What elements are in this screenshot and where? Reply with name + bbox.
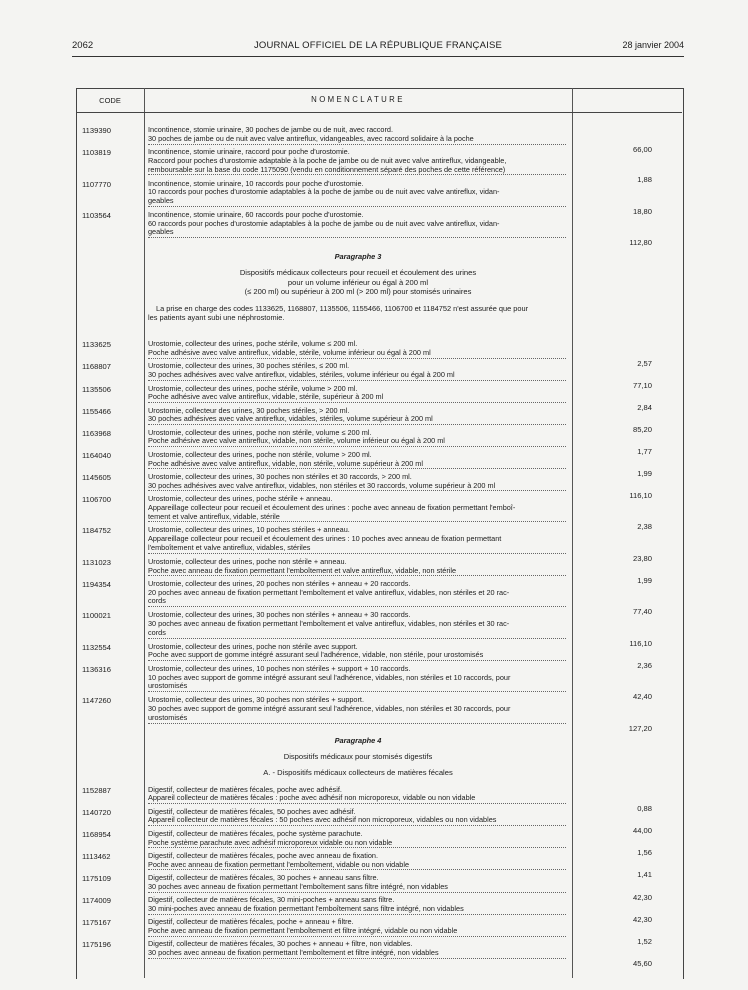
publication-date: 28 janvier 2004: [622, 40, 684, 50]
description-line: Poche adhésive avec valve antireflux, vidable, non stérile, volume inférieur ou égal à 200 ml: [148, 437, 566, 447]
product-code: 1145605: [82, 472, 111, 482]
section-note: La prise en charge des codes 1133625, 1168807, 1135506, 1155466, 1106700 et 1184752 n'est assurée que pour: [156, 304, 529, 314]
product-description: [148, 874, 566, 893]
column-divider: [572, 88, 573, 978]
code-column-header: CODE: [99, 96, 121, 105]
product-description: [148, 362, 566, 381]
description-line: Digestif, collecteur de matières fécales, poche + anneau + filtre.: [148, 918, 354, 927]
description-line: Poche avec anneau de fixation permettant l'emboîtement et valve antireflux, vidable, non stérile: [148, 567, 566, 577]
product-description: [148, 852, 566, 871]
product-code: 1155466: [82, 406, 111, 416]
description-line: Poche avec anneau de fixation permettant l'emboîtement, vidable ou non vidable: [148, 861, 566, 871]
section-subtitle: Dispositifs médicaux collecteurs pour recueil et écoulement des urines: [239, 268, 477, 278]
product-code: 1132554: [82, 642, 111, 652]
description-line: l'emboîtement et valve antireflux, vidables, stériles: [148, 544, 566, 554]
product-description: [148, 940, 566, 959]
description-line: 30 poches avec anneau de fixation permettant l'emboîtement sans filtre intégré, non vidables: [148, 883, 566, 893]
product-code: 1135506: [82, 384, 111, 394]
section-subtitle: A. - Dispositifs médicaux collecteurs de matières fécales: [263, 767, 453, 777]
product-price: 1,56: [637, 848, 652, 858]
page-number: 2062: [72, 40, 94, 51]
product-code: 1136316: [82, 664, 111, 674]
product-price: 1,77: [637, 447, 652, 457]
description-line: Digestif, collecteur de matières fécales, 30 mini-poches + anneau sans filtre.: [148, 896, 395, 905]
description-line: 30 poches de jambe ou de nuit avec valve antireflux, vidangeables, avec raccord solidaire à la poche: [148, 135, 566, 145]
header-rule: [72, 56, 684, 57]
product-description: [148, 786, 566, 805]
product-price: 23,80: [632, 553, 652, 563]
product-price: 2,36: [637, 661, 652, 671]
column-divider: [144, 88, 145, 978]
product-description: [148, 830, 566, 849]
description-line: Poche adhésive avec valve antireflux, vidable, stérile, supérieur à 200 ml: [148, 393, 566, 403]
product-price: 44,00: [632, 826, 652, 836]
product-price: 2,38: [637, 522, 652, 532]
description-line: Urostomie, collecteur des urines, poche non stérile avec support.: [148, 642, 358, 651]
product-description: [148, 696, 566, 723]
product-price: 1,52: [637, 936, 652, 946]
description-line: 30 poches adhésives avec valve antireflux, vidables, non stériles et 30 raccords, volume supérieur à 200 ml: [148, 482, 566, 492]
product-description: [148, 340, 566, 359]
product-description: [148, 526, 566, 553]
description-line: urostomisés: [148, 682, 566, 692]
product-price: 1,99: [637, 469, 652, 479]
description-line: 30 poches adhésives avec valve antireflux, vidables, stériles, volume supérieur à 200 ml: [148, 415, 566, 425]
description-line: Incontinence, stomie urinaire, 60 raccords pour poche d'urostomie.: [148, 210, 364, 219]
description-line: cords: [148, 629, 566, 639]
product-code: 1194354: [82, 579, 111, 589]
product-code: 1152887: [82, 785, 111, 795]
product-price: 2,57: [637, 358, 652, 368]
product-description: [148, 148, 566, 175]
description-line: Digestif, collecteur de matières fécales, poche système parachute.: [148, 829, 363, 838]
description-line: 30 mini-poches avec anneau de fixation permettant l'emboîtement sans filtre intégré, non vidables: [148, 905, 566, 915]
product-price: 18,80: [632, 206, 652, 216]
product-price: 112,80: [629, 238, 652, 248]
product-code: 1175167: [82, 918, 111, 928]
description-line: Raccord pour poches d'urostomie adaptable à la poche de jambe ou de nuit avec valve antireflux, vidangeable,: [148, 156, 507, 165]
description-line: Urostomie, collecteur des urines, 20 poches non stériles + anneau + 20 raccords.: [148, 579, 411, 588]
page-header: [72, 40, 684, 54]
description-line: Urostomie, collecteur des urines, 10 poches non stériles + support + 10 raccords.: [148, 664, 411, 673]
description-line: Urostomie, collecteur des urines, 30 poches non stériles et 30 raccords, > 200 ml.: [148, 472, 412, 481]
product-price: 2,84: [637, 403, 652, 413]
description-line: 30 poches avec anneau de fixation permettant l'emboîtement et filtre intégré, non vidables: [148, 949, 566, 959]
product-code: 1175196: [82, 940, 111, 950]
product-price: 1,99: [637, 576, 652, 586]
description-line: cords: [148, 597, 566, 607]
section-subtitle: (≤ 200 ml) ou supérieur à 200 ml (> 200 ml) pour stomisés urinaires: [244, 287, 472, 297]
product-code: 1164040: [82, 450, 111, 460]
product-price: 1,41: [637, 870, 652, 880]
product-description: [148, 180, 566, 207]
product-description: [148, 580, 566, 607]
product-description: [148, 808, 566, 827]
table-header: [76, 88, 682, 113]
product-description: [148, 643, 566, 662]
description-line: Digestif, collecteur de matières fécales, poche avec adhésif.: [148, 785, 342, 794]
description-line: Urostomie, collecteur des urines, poche stérile, volume > 200 ml.: [148, 384, 358, 393]
description-line: geables: [148, 197, 566, 207]
product-price: 85,20: [632, 425, 652, 435]
description-line: Appareillage collecteur pour recueil et écoulement des urines : poche avec anneau de fixation permettant l'emboî-: [148, 503, 516, 512]
product-price: 66,00: [632, 144, 652, 154]
description-line: tement et valve antireflux, vidable, stérile: [148, 513, 566, 523]
description-line: 20 poches avec anneau de fixation permettant l'emboîtement et valve antireflux, vidables, non stériles et 20 rac-: [148, 588, 510, 597]
description-line: Appareil collecteur de matières fécales : poche avec adhésif non microporeux, vidable ou non vidable: [148, 794, 566, 804]
product-price: 77,10: [632, 380, 652, 390]
product-code: 1133625: [82, 340, 111, 350]
product-code: 1131023: [82, 557, 111, 567]
description-line: Digestif, collecteur de matières fécales, 30 poches + anneau sans filtre.: [148, 874, 379, 882]
description-line: Urostomie, collecteur des urines, poche non stérile, volume ≤ 200 ml.: [148, 428, 372, 437]
section-note: les patients ayant subi une néphrostomie.: [148, 313, 285, 323]
description-line: Digestif, collecteur de matières fécales, poche avec anneau de fixation.: [148, 851, 378, 860]
product-description: [148, 126, 566, 145]
description-line: Incontinence, stomie urinaire, 10 raccords pour poche d'urostomie.: [148, 179, 364, 188]
product-description: [148, 495, 566, 522]
description-line: Urostomie, collecteur des urines, 10 poches stériles + anneau.: [148, 526, 350, 535]
product-price: 116,10: [629, 491, 652, 501]
product-code: 1139390: [82, 126, 111, 135]
product-description: [148, 385, 566, 404]
section-title: Paragraphe 4: [334, 735, 382, 745]
description-line: Urostomie, collecteur des urines, poche stérile, volume ≤ 200 ml.: [148, 340, 358, 349]
description-line: Poche système parachute avec adhésif microporeux vidable ou non vidable: [148, 839, 566, 849]
product-description: [148, 918, 566, 937]
product-code: 1163968: [82, 428, 111, 438]
product-description: [148, 665, 566, 692]
product-code: 1184752: [82, 526, 111, 536]
product-description: [148, 896, 566, 915]
product-code: 1147260: [82, 696, 111, 706]
description-line: urostomisés: [148, 714, 566, 724]
description-line: 10 raccords pour poches d'urostomie adaptables à la poche de jambe ou de nuit avec valve antireflux, vidan-: [148, 188, 500, 197]
product-price: 77,40: [632, 607, 652, 617]
description-line: Appareil collecteur de matières fécales : 50 poches avec adhésif non microporeux, vidables ou non vidables: [148, 816, 566, 826]
description-line: geables: [148, 228, 566, 238]
description-line: Digestif, collecteur de matières fécales, 30 poches + anneau + filtre, non vidables.: [148, 940, 413, 949]
description-line: 30 poches adhésives avec valve antireflux, vidables, stériles, volume inférieur ou égal à 200 ml: [148, 371, 566, 381]
description-line: Urostomie, collecteur des urines, 30 poches non stériles + support.: [148, 696, 364, 705]
nomenclature-column-header: NOMENCLATURE: [311, 95, 405, 104]
description-line: Poche avec support de gomme intégré assurant seul l'adhérence, vidable, non stérile, pour urostomisés: [148, 651, 566, 661]
product-price: 116,10: [629, 638, 652, 648]
product-description: [148, 211, 566, 238]
description-line: 30 poches avec anneau de fixation permettant l'emboîtement et valve antireflux, vidables, non stériles et 30 rac-: [148, 620, 510, 629]
product-code: 1174009: [82, 896, 111, 906]
description-line: 60 raccords pour poches d'urostomie adaptables à la poche de jambe ou de nuit avec valve antireflux, vidan-: [148, 219, 500, 228]
product-code: 1140720: [82, 807, 111, 817]
description-line: Urostomie, collecteur des urines, poche non stérile + anneau.: [148, 557, 347, 566]
product-description: [148, 451, 566, 470]
description-line: 30 poches avec support de gomme intégré assurant seul l'adhérence, vidables, non stériles et 30 raccords, pour: [148, 704, 511, 713]
description-line: Poche avec anneau de fixation permettant l'emboîtement et filtre intégré, vidable ou non vidable: [148, 927, 566, 937]
section-subtitle: pour un volume inférieur ou égal à 200 ml: [287, 277, 429, 287]
description-line: Incontinence, stomie urinaire, raccord pour poche d'urostomie.: [148, 148, 350, 157]
description-line: Urostomie, collecteur des urines, 30 poches stériles, ≤ 200 ml.: [148, 362, 350, 371]
product-code: 1107770: [82, 179, 111, 189]
product-code: 1106700: [82, 495, 111, 504]
description-line: Urostomie, collecteur des urines, poche non stérile, volume > 200 ml.: [148, 450, 372, 459]
product-description: [148, 429, 566, 448]
product-description: [148, 407, 566, 426]
product-price: 0,88: [637, 804, 652, 814]
product-code: 1113462: [82, 851, 111, 861]
product-price: 42,30: [632, 914, 652, 924]
product-description: [148, 558, 566, 577]
description-line: Incontinence, stomie urinaire, 30 poches de jambe ou de nuit, avec raccord.: [148, 126, 393, 134]
product-price: 127,20: [628, 723, 652, 733]
product-price: 45,60: [632, 958, 652, 968]
product-code: 1168954: [82, 829, 111, 839]
description-line: Urostomie, collecteur des urines, poche stérile + anneau.: [148, 495, 333, 503]
product-description: [148, 473, 566, 492]
description-line: remboursable sur la base du code 1175090 (vendu en conditionnement séparé des poches de cette référence): [148, 166, 566, 176]
product-code: 1103819: [82, 148, 111, 158]
product-price: 42,30: [632, 892, 652, 902]
journal-title: JOURNAL OFFICIEL DE LA RÉPUBLIQUE FRANÇAISE: [253, 40, 503, 51]
product-price: 1,88: [637, 175, 652, 185]
product-code: 1168807: [82, 362, 111, 372]
description-line: Digestif, collecteur de matières fécales, 50 poches avec adhésif.: [148, 807, 356, 816]
description-line: Appareillage collecteur pour recueil et écoulement des urines : 10 poches avec anneau de fixation permettant: [148, 535, 502, 544]
description-line: Poche adhésive avec valve antireflux, vidable, non stérile, volume supérieur à 200 ml: [148, 460, 566, 470]
description-line: Urostomie, collecteur des urines, 30 poches non stériles + anneau + 30 raccords.: [148, 611, 411, 620]
product-code: 1103564: [82, 210, 111, 220]
section-title: Paragraphe 3: [334, 252, 382, 262]
product-code: 1100021: [82, 611, 111, 621]
product-price: 42,40: [632, 692, 652, 702]
description-line: Poche adhésive avec valve antireflux, vidable, stérile, volume inférieur ou égal à 200 ml: [148, 349, 566, 359]
description-line: Urostomie, collecteur des urines, 30 poches stériles, > 200 ml.: [148, 406, 350, 415]
description-line: 10 poches avec support de gomme intégré assurant seul l'adhérence, vidables, non stériles et 10 raccords, pour: [148, 673, 511, 682]
product-code: 1175109: [82, 874, 111, 883]
product-description: [148, 611, 566, 638]
section-subtitle: Dispositifs médicaux pour stomisés digestifs: [283, 751, 433, 761]
